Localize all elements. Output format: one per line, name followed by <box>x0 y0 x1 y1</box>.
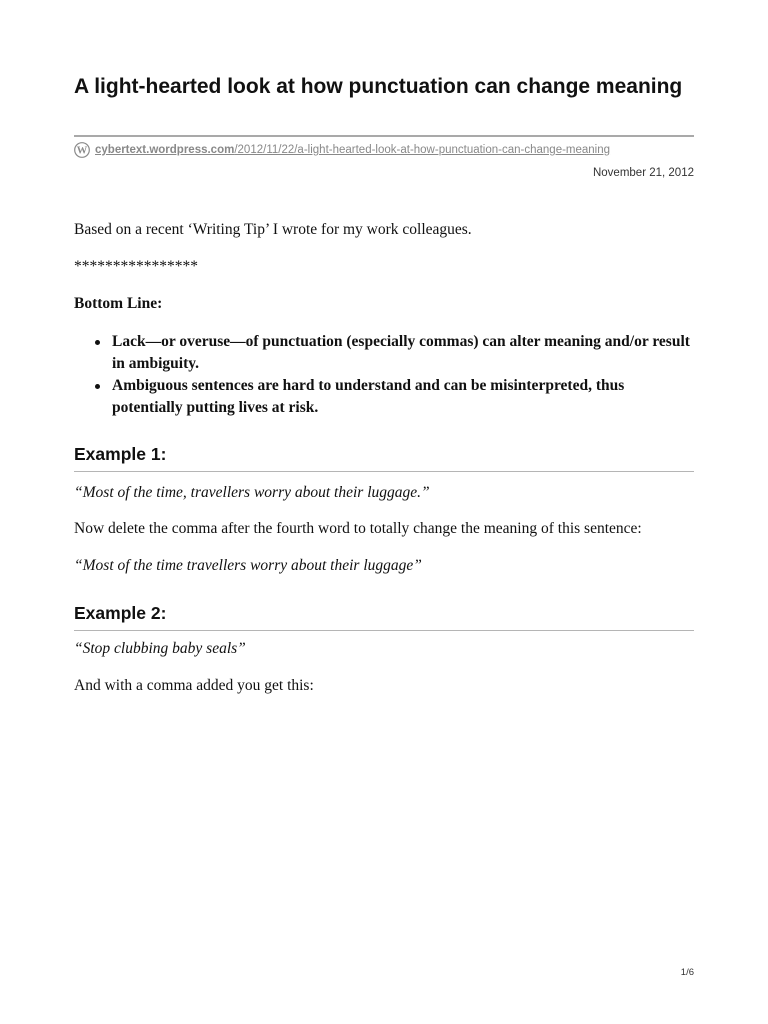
example-2-followup: And with a comma added you get this: <box>74 677 314 694</box>
example-1-quote-modified: “Most of the time travellers worry about their luggage” <box>74 557 422 574</box>
example-1-divider <box>74 471 694 472</box>
list-item-text: Lack—or overuse—of punctuation (especially commas) can alter meaning and/or result in ambiguity. <box>112 333 690 372</box>
example-2-divider <box>74 630 694 631</box>
bullet-icon <box>95 340 100 345</box>
list-item-text: Ambiguous sentences are hard to understand and can be misinterpreted, thus potentially putting lives at risk. <box>112 377 625 416</box>
source-link[interactable] <box>95 144 610 156</box>
example-2-heading: Example 2: <box>74 603 167 623</box>
publish-date: November 21, 2012 <box>592 167 694 179</box>
source-line <box>74 141 694 159</box>
source-domain: cybertext.wordpress.com <box>95 144 235 156</box>
page-number: 1/6 <box>680 967 694 978</box>
list-item <box>112 331 694 375</box>
document-page <box>74 0 694 1024</box>
separator-line: **************** <box>74 258 198 275</box>
wordpress-icon <box>74 142 90 158</box>
example-1-instruction: Now delete the comma after the fourth word to totally change the meaning of this sentence: <box>74 520 642 537</box>
bullet-icon <box>95 384 100 389</box>
example-1-quote: “Most of the time, travellers worry about their luggage.” <box>74 484 430 501</box>
svg-text:W: W <box>76 145 88 157</box>
intro-paragraph: Based on a recent ‘Writing Tip’ I wrote for my work colleagues. <box>74 221 472 238</box>
example-2-quote: “Stop clubbing baby seals” <box>74 640 246 657</box>
example-1-heading: Example 1: <box>74 444 167 464</box>
bottom-line-list <box>74 331 694 419</box>
bottom-line-heading: Bottom Line: <box>74 295 163 312</box>
article-title: A light-hearted look at how punctuation can change meaning <box>74 75 683 98</box>
list-item <box>112 375 694 419</box>
title-divider <box>74 135 694 137</box>
source-path: /2012/11/22/a-light-hearted-look-at-how-punctuation-can-change-meaning <box>234 144 611 156</box>
